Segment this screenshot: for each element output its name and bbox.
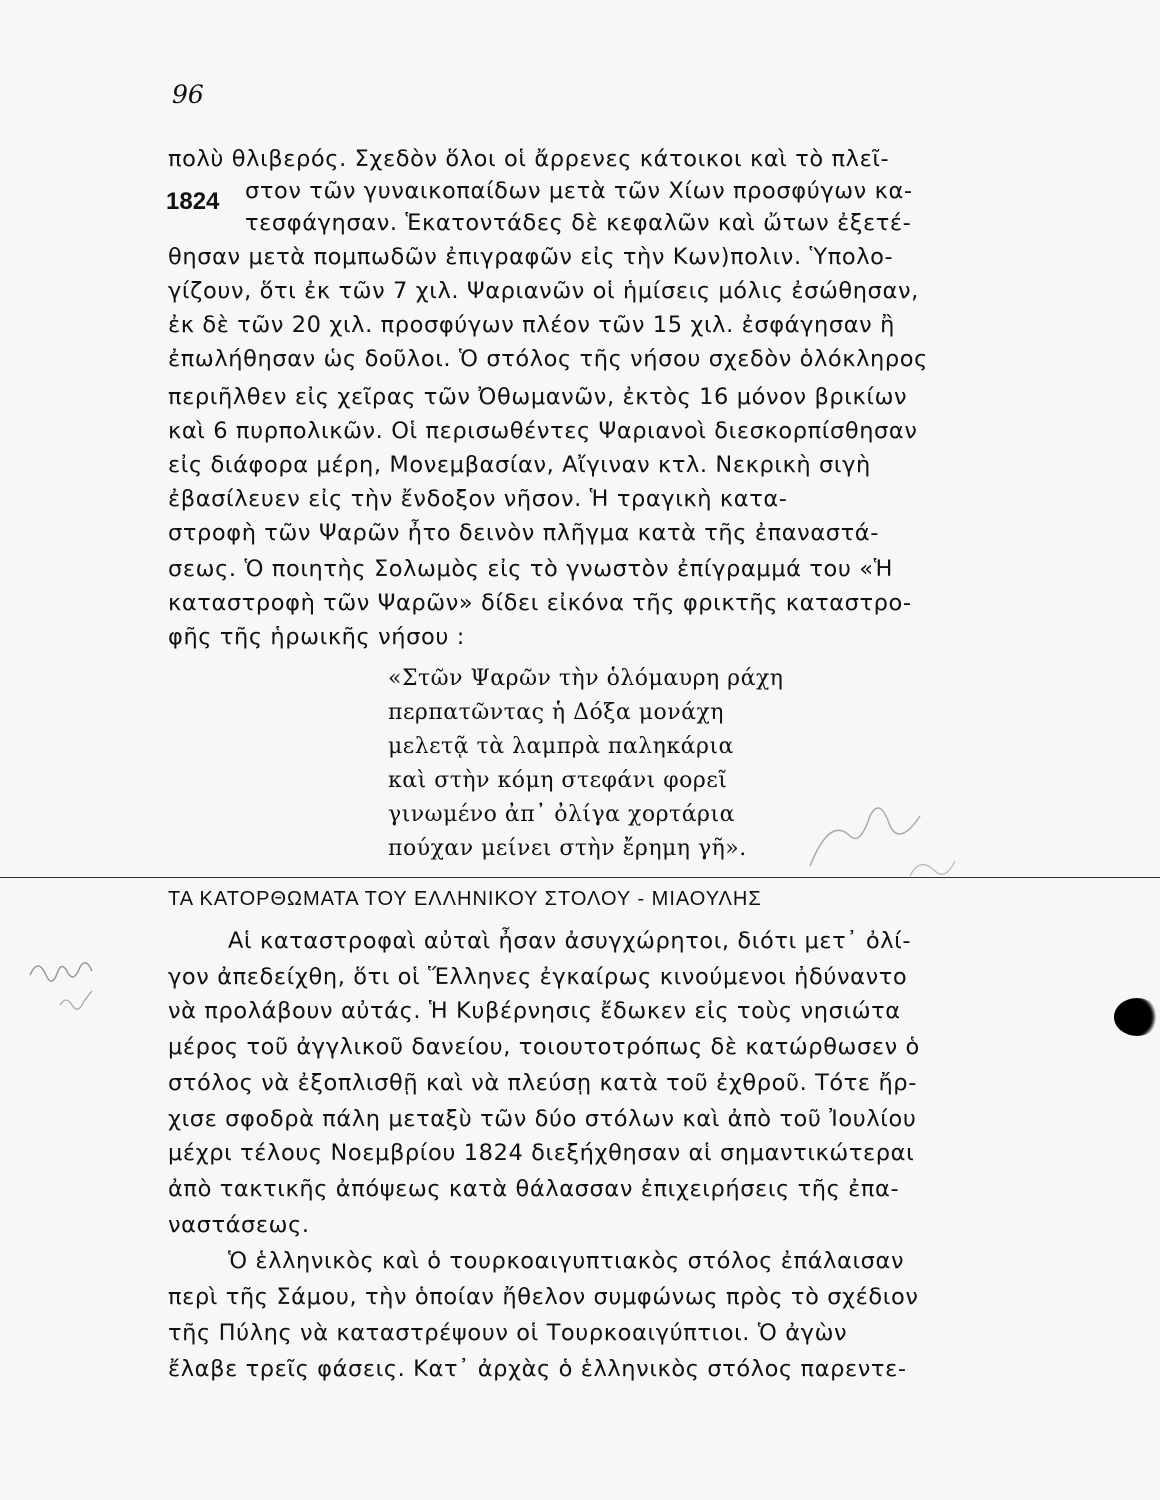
- text-line: νὰ προλάβουν αὐτάς. Ἡ Κυβέρνησις ἔδωκεν εἰς τοὺς νησιώτα: [168, 998, 901, 1024]
- poem-line: γινωμένο ἀπ᾽ ὀλίγα χορτάρια: [388, 802, 735, 827]
- text-line: ἔλαβε τρεῖς φάσεις. Κατ᾽ ἀρχὰς ὁ ἑλληνικὸς στόλος παρεντε-: [168, 1356, 907, 1382]
- pencil-scribble-mark: [790, 796, 990, 896]
- text-line: τεσφάγησαν. Ἑκατοντάδες δὲ κεφαλῶν καὶ ὤτων ἐξετέ-: [245, 210, 912, 236]
- ink-blot-mark: [1114, 998, 1160, 1036]
- text-line: στροφὴ τῶν Ψαρῶν ἦτο δεινὸν πλῆγμα κατὰ τῆς ἐπαναστά-: [168, 520, 879, 546]
- text-line: μέχρι τέλους Νοεμβρίου 1824 διεξήχθησαν αἱ σημαντικώτεραι: [168, 1140, 915, 1166]
- poem-line: πούχαν μείνει στὴν ἔρημη γῆ».: [388, 836, 747, 861]
- text-line: χισε σφοδρὰ πάλη μεταξὺ τῶν δύο στόλων καὶ ἀπὸ τοῦ Ἰουλίου: [168, 1106, 917, 1132]
- text-line: Ὁ ἑλληνικὸς καὶ ὁ τουρκοαιγυπτιακὸς στόλος ἐπάλαισαν: [228, 1248, 905, 1274]
- text-line: στόλος νὰ ἐξοπλισθῇ καὶ νὰ πλεύσῃ κατὰ τοῦ ἐχθροῦ. Τότε ἤρ-: [168, 1070, 917, 1096]
- text-line: στον τῶν γυναικοπαίδων μετὰ τῶν Χίων προσφύγων κα-: [245, 178, 913, 204]
- text-line: ἐπωλήθησαν ὡς δοῦλοι. Ὁ στόλος τῆς νήσου σχεδὸν ὁλόκληρος: [168, 346, 928, 372]
- text-line: Αἱ καταστροφαὶ αὐταὶ ἦσαν ἀσυγχώρητοι, διότι μετ᾽ ὀλί-: [228, 928, 912, 954]
- poem-line: μελετᾷ τὰ λαμπρὰ παληκάρια: [388, 734, 734, 759]
- poem-line: «Στῶν Ψαρῶν τὴν ὁλόμαυρη ράχη: [388, 666, 784, 691]
- text-line: θησαν μετὰ πομπωδῶν ἐπιγραφῶν εἰς τὴν Κων)πολιν. Ὑπολο-: [168, 244, 894, 270]
- text-line: σεως. Ὁ ποιητὴς Σολωμὸς εἰς τὸ γνωστὸν ἐπίγραμμά του «Ἡ: [168, 556, 893, 582]
- poem-line: περπατῶντας ἡ Δόξα μονάχη: [388, 700, 724, 725]
- text-line: ἐβασίλευεν εἰς τὴν ἔνδοξον νῆσον. Ἡ τραγικὴ κατα-: [168, 486, 788, 512]
- text-line: ναστάσεως.: [168, 1212, 310, 1238]
- text-line: περιῆλθεν εἰς χεῖρας τῶν Ὀθωμανῶν, ἐκτὸς 16 μόνον βρικίων: [168, 384, 908, 410]
- text-line: τῆς Πύλης νὰ καταστρέψουν οἱ Τουρκοαιγύπτιοι. Ὁ ἀγὼν: [168, 1320, 848, 1346]
- text-line: γίζουν, ὅτι ἐκ τῶν 7 χιλ. Ψαριανῶν οἱ ἡμίσεις μόλις ἐσώθησαν,: [168, 278, 919, 304]
- text-line: καὶ 6 πυρπολικῶν. Οἱ περισωθέντες Ψαριανοὶ διεσκορπίσθησαν: [168, 418, 918, 444]
- text-line: καταστροφὴ τῶν Ψαρῶν» δίδει εἰκόνα τῆς φρικτῆς καταστρο-: [168, 590, 912, 616]
- text-line: εἰς διάφορα μέρη, Μονεμβασίαν, Αἴγιναν κτλ. Νεκρικὴ σιγὴ: [168, 452, 871, 478]
- text-line: ἀπὸ τακτικῆς ἀπόψεως κατὰ θάλασσαν ἐπιχειρήσεις τῆς ἐπα-: [168, 1176, 900, 1202]
- text-line: πολὺ θλιβερός. Σχεδὸν ὅλοι οἱ ἄρρενες κάτοικοι καὶ τὸ πλεῖ-: [168, 146, 890, 172]
- section-heading: ΤΑ ΚΑΤΟΡΘΩΜΑΤΑ ΤΟΥ ΕΛΛΗΝΙΚΟΥ ΣΤΟΛΟΥ - ΜΙΑΟΥΛΗΣ: [168, 888, 762, 910]
- text-line: φῆς τῆς ἡρωικῆς νήσου :: [168, 624, 465, 650]
- text-line: γον ἀπεδείχθη, ὅτι οἱ Ἕλληνες ἐγκαίρως κινούμενοι ἠδύναντο: [168, 964, 908, 990]
- poem-line: καὶ στὴν κόμη στεφάνι φορεῖ: [388, 768, 728, 793]
- text-line: ἐκ δὲ τῶν 20 χιλ. προσφύγων πλέον τῶν 15 χιλ. ἐσφάγησαν ἢ: [168, 312, 895, 338]
- pencil-handwriting-mark: [20, 935, 130, 1025]
- text-line: περὶ τῆς Σάμου, τὴν ὁποίαν ἤθελον συμφώνως πρὸς τὸ σχέδιον: [168, 1284, 919, 1310]
- text-line: μέρος τοῦ ἀγγλικοῦ δανείου, τοιουτοτρόπως δὲ κατώρθωσεν ὁ: [168, 1034, 920, 1060]
- margin-year: 1824: [166, 188, 220, 215]
- page-number: 96: [172, 80, 204, 109]
